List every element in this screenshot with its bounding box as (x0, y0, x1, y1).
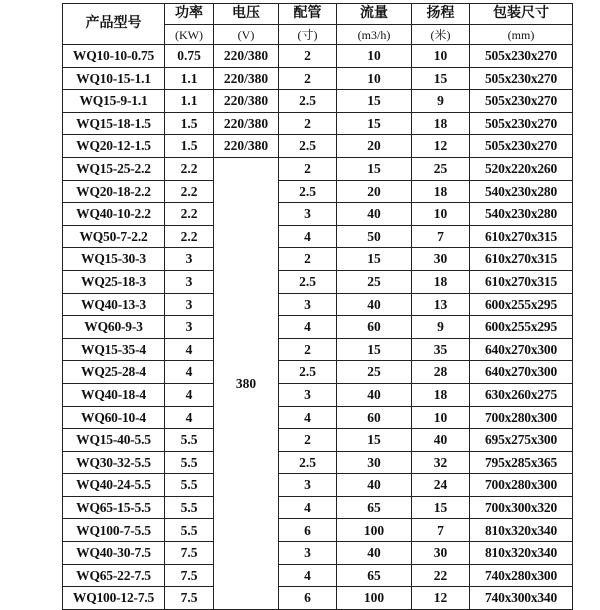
header-model: 产品型号 (63, 4, 165, 45)
cell-power: 4 (165, 338, 214, 361)
cell-pipe: 3 (279, 293, 337, 316)
cell-head: 10 (412, 45, 470, 68)
unit-flow: (m3/h) (337, 25, 412, 45)
cell-package: 505x230x270 (470, 135, 573, 158)
cell-power: 4 (165, 383, 214, 406)
table-row (63, 383, 573, 406)
cell-head: 18 (412, 112, 470, 135)
cell-head: 40 (412, 429, 470, 452)
pump-spec-table (62, 3, 573, 610)
table-row (63, 180, 573, 203)
table-row (63, 429, 573, 452)
cell-model: WQ15-40-5.5 (63, 429, 165, 452)
cell-package: 505x230x270 (470, 90, 573, 113)
header-power: 功率 (165, 4, 214, 25)
cell-pipe: 2 (279, 248, 337, 271)
cell-model: WQ40-24-5.5 (63, 474, 165, 497)
cell-package: 600x255x295 (470, 293, 573, 316)
cell-power: 4 (165, 406, 214, 429)
cell-model: WQ20-18-2.2 (63, 180, 165, 203)
cell-power: 5.5 (165, 451, 214, 474)
cell-voltage: 220/380 (214, 135, 279, 158)
unit-voltage: (V) (214, 25, 279, 45)
cell-model: WQ25-28-4 (63, 361, 165, 384)
cell-voltage: 220/380 (214, 67, 279, 90)
cell-power: 7.5 (165, 542, 214, 565)
cell-flow: 60 (337, 316, 412, 339)
header-flow: 流量 (337, 4, 412, 25)
cell-power: 1.5 (165, 112, 214, 135)
cell-flow: 40 (337, 383, 412, 406)
cell-model: WQ20-12-1.5 (63, 135, 165, 158)
table-row (63, 496, 573, 519)
cell-pipe: 2.5 (279, 270, 337, 293)
table-row (63, 67, 573, 90)
cell-head: 30 (412, 248, 470, 271)
cell-pipe: 2.5 (279, 451, 337, 474)
cell-power: 2.2 (165, 225, 214, 248)
cell-model: WQ50-7-2.2 (63, 225, 165, 248)
cell-head: 18 (412, 383, 470, 406)
cell-head: 32 (412, 451, 470, 474)
cell-flow: 10 (337, 67, 412, 90)
cell-flow: 65 (337, 564, 412, 587)
table-row (63, 451, 573, 474)
cell-package: 505x230x270 (470, 67, 573, 90)
cell-model: WQ40-18-4 (63, 383, 165, 406)
cell-model: WQ40-13-3 (63, 293, 165, 316)
cell-pipe: 4 (279, 496, 337, 519)
cell-head: 9 (412, 316, 470, 339)
table-row (63, 338, 573, 361)
cell-pipe: 2 (279, 338, 337, 361)
cell-package: 795x285x365 (470, 451, 573, 474)
cell-pipe: 2 (279, 45, 337, 68)
cell-head: 12 (412, 587, 470, 610)
table-row (63, 474, 573, 497)
cell-power: 5.5 (165, 429, 214, 452)
cell-voltage: 220/380 (214, 90, 279, 113)
cell-model: WQ65-15-5.5 (63, 496, 165, 519)
cell-flow: 15 (337, 429, 412, 452)
cell-head: 18 (412, 180, 470, 203)
cell-power: 4 (165, 361, 214, 384)
cell-package: 640x270x300 (470, 338, 573, 361)
header-head: 扬程 (412, 4, 470, 25)
cell-package: 540x230x280 (470, 180, 573, 203)
cell-flow: 40 (337, 474, 412, 497)
cell-voltage: 220/380 (214, 45, 279, 68)
cell-pipe: 2.5 (279, 180, 337, 203)
table-row (63, 587, 573, 610)
table-row (63, 406, 573, 429)
cell-package: 700x280x300 (470, 406, 573, 429)
table-body (63, 4, 573, 610)
cell-power: 1.1 (165, 90, 214, 113)
cell-model: WQ100-12-7.5 (63, 587, 165, 610)
cell-power: 5.5 (165, 496, 214, 519)
cell-power: 1.1 (165, 67, 214, 90)
unit-power: (KW) (165, 25, 214, 45)
table-row (63, 135, 573, 158)
cell-package: 640x270x300 (470, 361, 573, 384)
cell-model: WQ15-35-4 (63, 338, 165, 361)
cell-head: 24 (412, 474, 470, 497)
cell-head: 28 (412, 361, 470, 384)
cell-flow: 15 (337, 157, 412, 180)
cell-head: 18 (412, 270, 470, 293)
cell-flow: 60 (337, 406, 412, 429)
table-row (63, 316, 573, 339)
table-row (63, 293, 573, 316)
cell-power: 5.5 (165, 474, 214, 497)
cell-power: 3 (165, 270, 214, 293)
unit-head: (米) (412, 25, 470, 45)
cell-flow: 25 (337, 270, 412, 293)
cell-head: 25 (412, 157, 470, 180)
cell-model: WQ100-7-5.5 (63, 519, 165, 542)
cell-package: 740x300x340 (470, 587, 573, 610)
cell-flow: 15 (337, 248, 412, 271)
cell-package: 600x255x295 (470, 316, 573, 339)
table-row (63, 157, 573, 180)
cell-pipe: 4 (279, 564, 337, 587)
cell-flow: 100 (337, 519, 412, 542)
cell-package: 810x320x340 (470, 519, 573, 542)
cell-voltage-merged: 380 (214, 157, 279, 609)
header-pipe: 配管 (279, 4, 337, 25)
cell-package: 610x270x315 (470, 248, 573, 271)
table-row (63, 270, 573, 293)
table-row (63, 519, 573, 542)
cell-package: 610x270x315 (470, 225, 573, 248)
cell-model: WQ10-10-0.75 (63, 45, 165, 68)
cell-power: 7.5 (165, 564, 214, 587)
cell-power: 7.5 (165, 587, 214, 610)
table-row (63, 90, 573, 113)
cell-head: 13 (412, 293, 470, 316)
cell-power: 3 (165, 248, 214, 271)
cell-package: 740x280x300 (470, 564, 573, 587)
cell-power: 1.5 (165, 135, 214, 158)
table-row (63, 112, 573, 135)
cell-power: 2.2 (165, 203, 214, 226)
header-package: 包装尺寸 (470, 4, 573, 25)
cell-package: 520x220x260 (470, 157, 573, 180)
cell-model: WQ60-10-4 (63, 406, 165, 429)
cell-head: 30 (412, 542, 470, 565)
cell-model: WQ10-15-1.1 (63, 67, 165, 90)
table-row (63, 248, 573, 271)
cell-flow: 40 (337, 203, 412, 226)
cell-package: 505x230x270 (470, 45, 573, 68)
cell-pipe: 6 (279, 519, 337, 542)
cell-model: WQ15-25-2.2 (63, 157, 165, 180)
cell-head: 9 (412, 90, 470, 113)
cell-pipe: 6 (279, 587, 337, 610)
cell-package: 610x270x315 (470, 270, 573, 293)
table-row (63, 45, 573, 68)
cell-flow: 30 (337, 451, 412, 474)
cell-flow: 10 (337, 45, 412, 68)
cell-flow: 100 (337, 587, 412, 610)
cell-head: 7 (412, 225, 470, 248)
cell-package: 540x230x280 (470, 203, 573, 226)
cell-voltage: 220/380 (214, 112, 279, 135)
cell-head: 35 (412, 338, 470, 361)
table-row (63, 203, 573, 226)
cell-pipe: 2 (279, 112, 337, 135)
cell-head: 7 (412, 519, 470, 542)
cell-flow: 20 (337, 135, 412, 158)
cell-model: WQ15-18-1.5 (63, 112, 165, 135)
cell-flow: 15 (337, 90, 412, 113)
cell-pipe: 3 (279, 542, 337, 565)
unit-pipe: (寸) (279, 25, 337, 45)
cell-package: 700x280x300 (470, 474, 573, 497)
cell-head: 22 (412, 564, 470, 587)
cell-pipe: 2 (279, 67, 337, 90)
table-row (63, 225, 573, 248)
header-voltage: 电压 (214, 4, 279, 25)
cell-model: WQ25-18-3 (63, 270, 165, 293)
table-row (63, 361, 573, 384)
table-row (63, 542, 573, 565)
cell-model: WQ40-30-7.5 (63, 542, 165, 565)
unit-package: (mm) (470, 25, 573, 45)
cell-flow: 40 (337, 293, 412, 316)
cell-head: 15 (412, 67, 470, 90)
cell-model: WQ15-9-1.1 (63, 90, 165, 113)
cell-model: WQ40-10-2.2 (63, 203, 165, 226)
cell-pipe: 4 (279, 406, 337, 429)
cell-pipe: 3 (279, 474, 337, 497)
cell-model: WQ65-22-7.5 (63, 564, 165, 587)
cell-head: 12 (412, 135, 470, 158)
cell-model: WQ30-32-5.5 (63, 451, 165, 474)
cell-flow: 40 (337, 542, 412, 565)
cell-flow: 20 (337, 180, 412, 203)
cell-flow: 50 (337, 225, 412, 248)
cell-package: 810x320x340 (470, 542, 573, 565)
cell-head: 15 (412, 496, 470, 519)
cell-model: WQ60-9-3 (63, 316, 165, 339)
cell-pipe: 4 (279, 225, 337, 248)
cell-power: 2.2 (165, 180, 214, 203)
cell-package: 505x230x270 (470, 112, 573, 135)
spec-table-container (62, 3, 573, 610)
header-row (63, 4, 573, 25)
cell-pipe: 4 (279, 316, 337, 339)
cell-flow: 65 (337, 496, 412, 519)
table-row (63, 564, 573, 587)
cell-power: 0.75 (165, 45, 214, 68)
cell-head: 10 (412, 406, 470, 429)
cell-pipe: 2.5 (279, 135, 337, 158)
cell-pipe: 2 (279, 157, 337, 180)
cell-pipe: 3 (279, 383, 337, 406)
cell-power: 3 (165, 316, 214, 339)
cell-package: 700x300x320 (470, 496, 573, 519)
cell-flow: 15 (337, 112, 412, 135)
cell-head: 10 (412, 203, 470, 226)
cell-power: 5.5 (165, 519, 214, 542)
cell-pipe: 2.5 (279, 361, 337, 384)
cell-package: 695x275x300 (470, 429, 573, 452)
cell-pipe: 3 (279, 203, 337, 226)
cell-flow: 25 (337, 361, 412, 384)
cell-package: 630x260x275 (470, 383, 573, 406)
cell-flow: 15 (337, 338, 412, 361)
cell-power: 2.2 (165, 157, 214, 180)
cell-pipe: 2 (279, 429, 337, 452)
cell-power: 3 (165, 293, 214, 316)
cell-pipe: 2.5 (279, 90, 337, 113)
cell-model: WQ15-30-3 (63, 248, 165, 271)
